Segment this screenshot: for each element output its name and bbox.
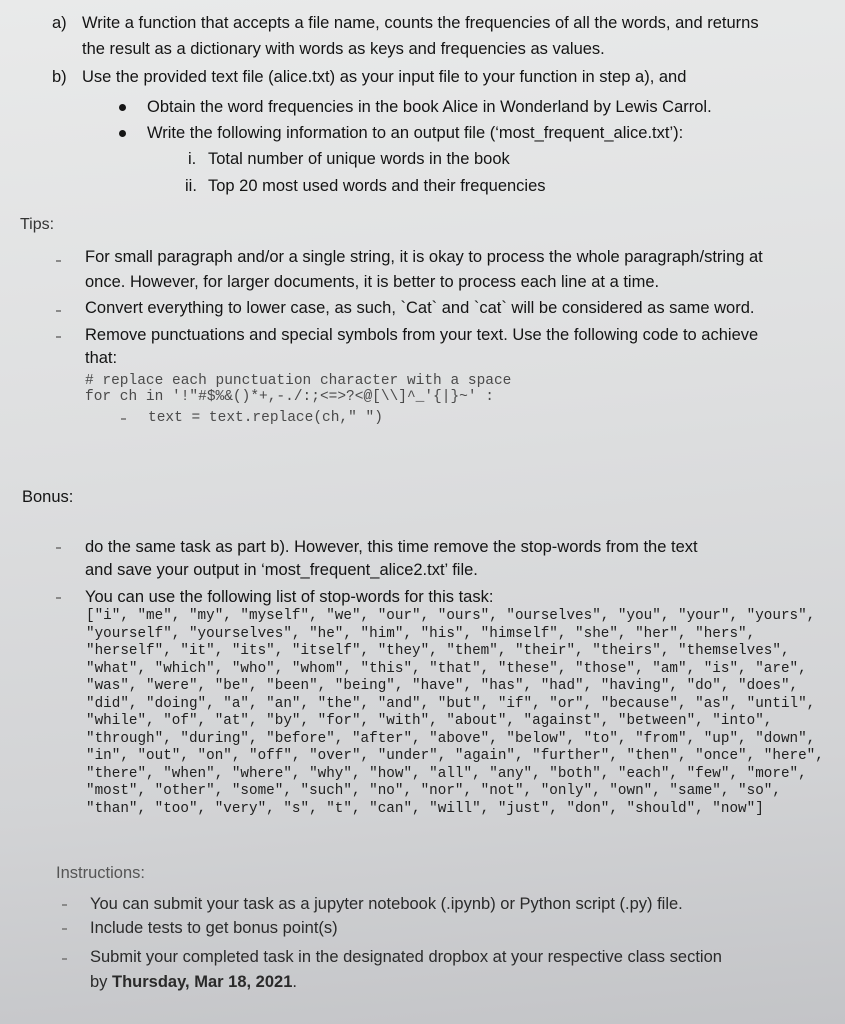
deadline-prefix: by (90, 973, 113, 991)
bullet-icon (119, 130, 126, 137)
subitem-i-label: i. (188, 150, 197, 168)
stopwords-line: "yourself", "yourselves", "he", "him", "his", "himself", "she", "her", "hers", (86, 625, 756, 642)
instructions-line1: You can submit your task as a jupyter notebook (.ipynb) or Python script (.py) file. (90, 895, 683, 913)
stopwords-line: "most", "other", "some", "such", "no", "nor", "not", "only", "own", "same", "so", (86, 783, 781, 799)
dash-icon (62, 928, 67, 930)
tip1-line2: once. However, for larger documents, it is better to process each line at a time. (85, 273, 660, 291)
tip2: Convert everything to lower case, as such, `Cat` and `cat` will be considered as same word. (85, 299, 755, 317)
bonus-line3: You can use the following list of stop-words for this task: (85, 588, 494, 606)
stopwords-line: "herself", "it", "its", "itself", "they", "them", "their", "theirs", "themselves", (86, 643, 790, 659)
bonus-line2: and save your output in ‘most_frequent_alice2.txt’ file. (85, 561, 478, 579)
dash-icon (56, 260, 61, 262)
stopwords-line: ["i", "me", "my", "myself", "we", "our", "ours", "ourselves", "you", "your", "yours", (86, 608, 816, 624)
code-comment: # replace each punctuation character with a space (85, 373, 512, 389)
dash-icon (62, 904, 67, 906)
tip3-line1: Remove punctuations and special symbols from your text. Use the following code to achieve (85, 326, 759, 344)
deadline-suffix: . (292, 973, 297, 991)
stopwords-line: "than", "too", "very", "s", "t", "can", "will", "just", "don", "should", "now"] (86, 800, 764, 817)
stopwords-line: "in", "out", "on", "off", "over", "under", "again", "further", "then", "once", "here", (86, 748, 824, 764)
bullet-word-frequencies: Obtain the word frequencies in the book Alice in Wonderland by Lewis Carrol. (147, 98, 712, 116)
item-a-label: a) (52, 14, 67, 32)
instructions-line3: Submit your completed task in the designated dropbox at your respective class section (90, 948, 722, 966)
stopwords-list (86, 608, 824, 818)
subitem-ii-label: ii. (185, 177, 197, 195)
item-b-line1: Use the provided text file (alice.txt) as your input file to your function in step a), and (82, 68, 687, 86)
stopwords-line: "there", "when", "where", "why", "how", "all", "any", "both", "each", "few", "more", (86, 765, 807, 782)
dash-icon (56, 597, 61, 599)
stopwords-line: "did", "doing", "a", "an", "the", "and", "but", "if", "or", "because", "as", "until", (86, 695, 816, 712)
item-b-label: b) (52, 68, 67, 86)
tip1-line1: For small paragraph and/or a single string, it is okay to process the whole paragraph/string at (85, 248, 763, 266)
stopwords-line: "while", "of", "at", "by", "for", "with", "about", "against", "between", "into", (86, 713, 773, 729)
code-replace: text = text.replace(ch," ") (148, 410, 383, 426)
dash-icon (56, 336, 61, 338)
bonus-line1: do the same task as part b). However, this time remove the stop-words from the text (85, 538, 698, 556)
bullet-icon (119, 104, 126, 111)
dash-icon (62, 958, 67, 960)
stopwords-line: "what", "which", "who", "whom", "this", "that", "these", "those", "am", "is", "are", (86, 660, 807, 677)
instructions-heading: Instructions: (56, 864, 145, 882)
stopwords-line: "was", "were", "be", "been", "being", "have", "has", "had", "having", "do", "does", (86, 678, 799, 694)
deadline-date: Thursday, Mar 18, 2021 (112, 973, 293, 991)
bullet-write-output: Write the following information to an output file (‘most_frequent_alice.txt’): (147, 124, 684, 142)
tips-heading: Tips: (20, 216, 55, 233)
subitem-i-text: Total number of unique words in the book (208, 150, 510, 168)
subitem-ii-text: Top 20 most used words and their frequencies (208, 177, 546, 195)
item-a-line1: Write a function that accepts a file name, counts the frequencies of all the words, and returns (82, 14, 759, 32)
tip3-line2: that: (85, 349, 118, 367)
dash-icon (121, 418, 126, 420)
instructions-line4 (90, 971, 297, 993)
item-a-line2: the result as a dictionary with words as keys and frequencies as values. (82, 40, 605, 58)
bonus-heading: Bonus: (22, 488, 74, 506)
dash-icon (56, 310, 61, 312)
dash-icon (56, 547, 61, 549)
stopwords-line: "through", "during", "before", "after", "above", "below", "to", "from", "up", "down", (86, 730, 816, 747)
instructions-line2: Include tests to get bonus point(s) (90, 919, 338, 937)
code-for-loop: for ch in '!"#$%&()*+,-./:;<=>?<@[\\]^_'{|}~' : (85, 389, 494, 405)
